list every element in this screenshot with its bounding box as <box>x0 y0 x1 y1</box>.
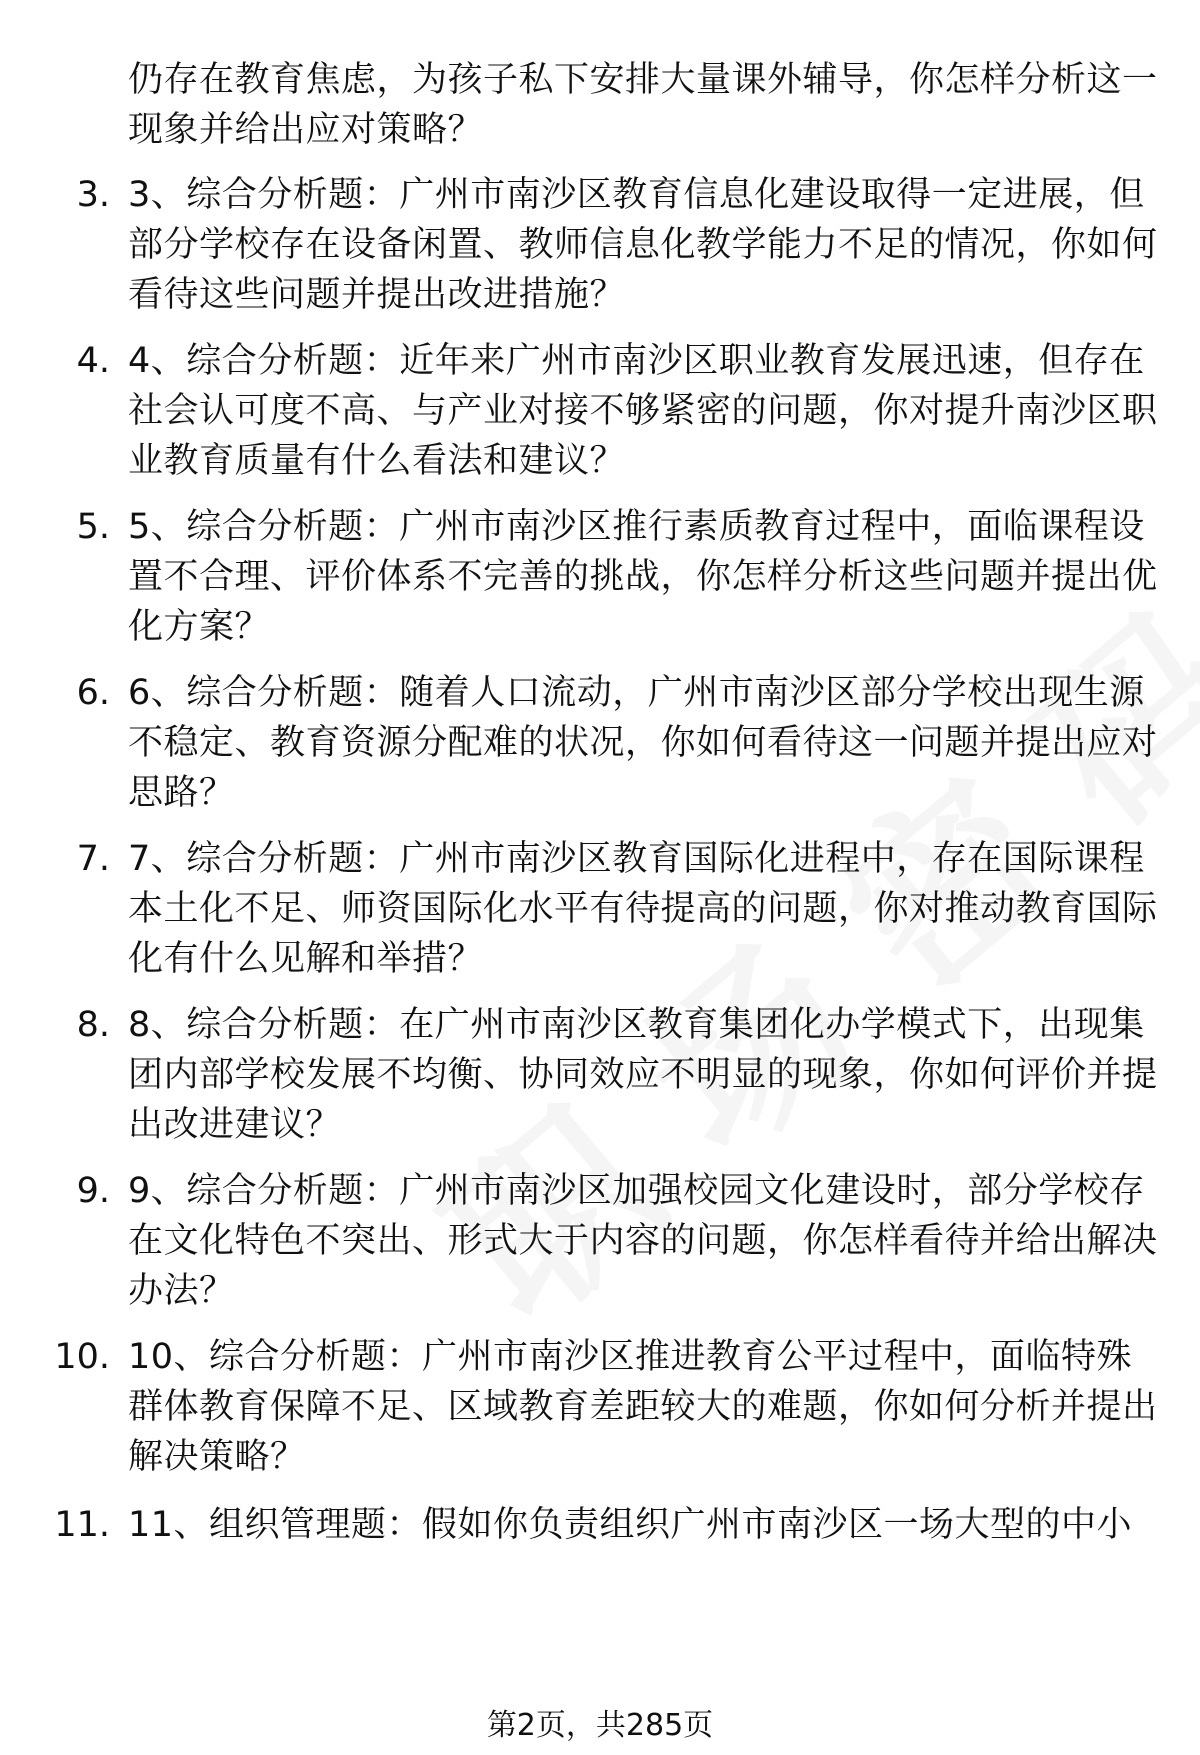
item-text: 6、综合分析题：随着人口流动，广州市南沙区部分学校出现生源不稳定、教育资源分配难的状况，你如何看待这一问题并提出应对思路？ <box>128 673 1158 813</box>
item-text: 4、综合分析题：近年来广州市南沙区职业教育发展迅速，但存在社会认可度不高、与产业对接不够紧密的问题，你对提升南沙区职业教育质量有什么看法和建议？ <box>128 341 1158 481</box>
item-text: 5、综合分析题：广州市南沙区推行素质教育过程中，面临课程设置不合理、评价体系不完善的挑战，你怎样分析这些问题并提出优化方案？ <box>128 507 1158 647</box>
item-text: 10、综合分析题：广州市南沙区推进教育公平过程中，面临特殊群体教育保障不足、区域教育差距较大的难题，你如何分析并提出解决策略？ <box>128 1337 1158 1477</box>
item-number: 6. <box>76 673 110 713</box>
item-text: 11、组织管理题：假如你负责组织广州市南沙区一场大型的中小 <box>128 1505 1133 1545</box>
item-number: 7. <box>76 839 110 879</box>
item-number: 5. <box>76 507 110 547</box>
item-number: 9. <box>76 1171 110 1211</box>
item-number: 8. <box>76 1005 110 1045</box>
item-number: 11. <box>54 1505 110 1545</box>
page-footer: 第2页，共285页 <box>486 1708 714 1743</box>
item-number: 3. <box>76 175 110 215</box>
item-text: 3、综合分析题：广州市南沙区教育信息化建设取得一定进展，但部分学校存在设备闲置、教师信息化教学能力不足的情况，你如何看待这些问题并提出改进措施？ <box>128 175 1158 315</box>
item-number: 10. <box>54 1337 110 1377</box>
item-text: 8、综合分析题：在广州市南沙区教育集团化办学模式下，出现集团内部学校发展不均衡、协同效应不明显的现象，你如何评价并提出改进建议？ <box>128 1005 1158 1145</box>
item-text: 9、综合分析题：广州市南沙区加强校园文化建设时，部分学校存在文化特色不突出、形式大于内容的问题，你怎样看待并给出解决办法？ <box>128 1171 1158 1311</box>
item-number: 4. <box>76 341 110 381</box>
item-text: 仍存在教育焦虑，为孩子私下安排大量课外辅导，你怎样分析这一现象并给出应对策略？ <box>128 60 1158 150</box>
item-text: 7、综合分析题：广州市南沙区教育国际化进程中，存在国际课程本土化不足、师资国际化水平有待提高的问题，你对推动教育国际化有什么见解和举措？ <box>128 839 1158 979</box>
